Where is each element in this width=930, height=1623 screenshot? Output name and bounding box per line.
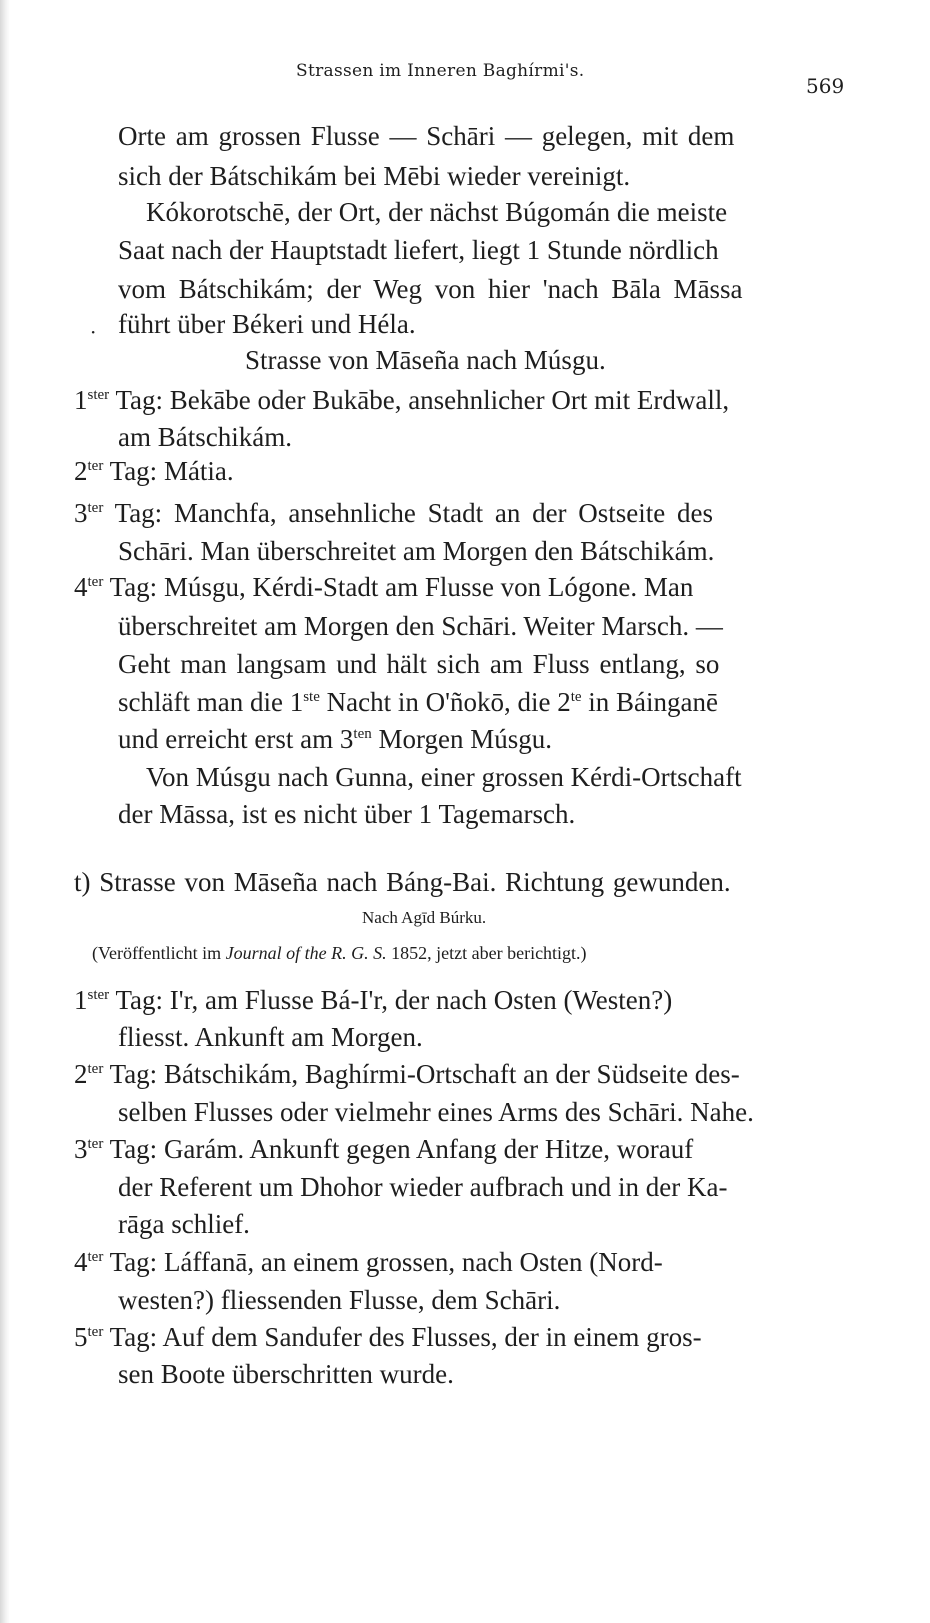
text-line: Orte am grossen Flusse — Schāri — gelegen, mit dem <box>118 121 735 151</box>
day-entry <box>74 387 729 414</box>
day-label: Tag: <box>115 385 164 415</box>
text-fragment: Morgen Músgu. <box>371 724 552 754</box>
day-text: I'r, am Flusse Bá-I'r, der nach Osten (Westen?) <box>169 985 673 1015</box>
day-text-continued: rāga schlief. <box>118 1209 250 1239</box>
day-text-continued: fliesst. Ankunft am Morgen. <box>118 1022 423 1052</box>
day-label: Tag: <box>109 456 158 486</box>
day-number: 1 <box>74 985 88 1015</box>
day-text-continued: sen Boote überschritten wurde. <box>118 1359 454 1389</box>
day-text-continued: westen?) fliessenden Flusse, dem Schāri. <box>118 1285 561 1315</box>
day-text: Bátschikám, Baghírmi-Ortschaft an der Südseite des- <box>163 1059 740 1089</box>
day-text: Mátia. <box>163 456 234 486</box>
day-label: Tag: <box>109 1059 158 1089</box>
text-fragment: Nacht in O'ñokō, die 2 <box>319 687 571 717</box>
day-label: Tag: <box>109 572 158 602</box>
day-ordinal: ter <box>87 500 104 516</box>
ordinal-suffix: ten <box>353 726 372 742</box>
day-ordinal: ter <box>87 1249 104 1265</box>
source-attribution: Nach Agīd Búrku. <box>362 908 487 927</box>
day-ordinal: ter <box>87 1136 104 1152</box>
text-fragment: schläft man die 1 <box>118 687 304 717</box>
day-number: 1 <box>74 385 88 415</box>
day-number: 4 <box>74 1247 88 1277</box>
scan-edge-shadow <box>0 0 10 1623</box>
day-text-continued: der Referent um Dhohor wieder aufbrach und in der Ka- <box>118 1172 728 1202</box>
day-label: Tag: <box>115 985 164 1015</box>
text-line: Von Músgu nach Gunna, einer grossen Kérdi-Ortschaft <box>146 762 742 792</box>
day-label: Tag: <box>109 1322 158 1352</box>
day-entry <box>74 458 234 485</box>
day-text: Láffanā, an einem grossen, nach Osten (Nord- <box>163 1247 663 1277</box>
publication-note <box>92 944 587 962</box>
day-ordinal: ster <box>87 987 110 1003</box>
day-ordinal: ter <box>87 458 104 474</box>
day-label: Tag: <box>109 1247 158 1277</box>
text-fragment: und erreicht erst am 3 <box>118 724 354 754</box>
text-line: sich der Bátschikám bei Mēbi wieder vereinigt. <box>118 161 631 191</box>
day-number: 2 <box>74 1059 88 1089</box>
day-text: Garám. Ankunft gegen Anfang der Hitze, worauf <box>163 1134 694 1164</box>
day-ordinal: ter <box>87 1324 104 1340</box>
day-text: Manchfa, ansehnliche Stadt an der Ostseite des <box>173 498 714 528</box>
running-header-title: Strassen im Inneren Baghírmi's. <box>296 61 585 81</box>
day-text: Músgu, Kérdi-Stadt am Flusse von Lógone. Man <box>163 572 694 602</box>
day-entry <box>74 500 713 527</box>
day-number: 4 <box>74 572 88 602</box>
day-entry <box>74 1136 693 1163</box>
section-heading: Strasse von Māseña nach Músgu. <box>245 345 606 375</box>
day-text: Auf dem Sandufer des Flusses, der in einem gros- <box>162 1322 702 1352</box>
day-entry <box>74 1061 740 1088</box>
day-ordinal: ster <box>87 387 110 403</box>
day-number: 2 <box>74 456 88 486</box>
day-entry <box>74 1324 702 1351</box>
section-heading: t) Strasse von Māseña nach Báng-Bai. Richtung gewunden. <box>74 867 731 897</box>
day-text-continued: überschreitet am Morgen den Schāri. Weiter Marsch. — <box>118 611 723 641</box>
ordinal-suffix: te <box>570 689 582 705</box>
text-fragment: in Báinganē <box>581 687 718 717</box>
day-entry <box>74 1249 663 1276</box>
day-ordinal: ter <box>87 1061 104 1077</box>
day-text-continued <box>118 689 718 716</box>
day-text-continued: am Bátschikám. <box>118 422 292 452</box>
day-text-continued: Schāri. Man überschreitet am Morgen den Bátschikám. <box>118 536 715 566</box>
day-entry <box>74 574 693 601</box>
text-line: Kókorotschē, der Ort, der nächst Búgomán die meiste <box>146 197 728 227</box>
day-text-continued: Geht man langsam und hält sich am Fluss entlang, so <box>118 649 720 679</box>
text-fragment: 1852, jetzt aber berichtigt.) <box>386 943 587 963</box>
text-fragment: (Veröffentlicht im <box>92 943 226 963</box>
journal-title: Journal of the R. G. S. <box>225 943 387 963</box>
day-text-continued: selben Flusses oder vielmehr eines Arms des Schāri. Nahe. <box>118 1097 754 1127</box>
day-number: 3 <box>74 1134 88 1164</box>
day-ordinal: ter <box>87 574 104 590</box>
page-number: 569 <box>806 74 845 98</box>
day-text: Bekābe oder Bukābe, ansehnlicher Ort mit Erdwall, <box>169 385 730 415</box>
margin-mark: · <box>90 320 97 344</box>
day-label: Tag: <box>109 1134 158 1164</box>
day-label: Tag: <box>114 498 163 528</box>
day-number: 5 <box>74 1322 88 1352</box>
ordinal-suffix: ste <box>303 689 320 705</box>
text-line: führt über Békeri und Héla. <box>118 309 416 339</box>
day-entry <box>74 987 672 1014</box>
day-text-continued <box>118 726 552 753</box>
text-line: Saat nach der Hauptstadt liefert, liegt 1 Stunde nördlich <box>118 235 719 265</box>
day-number: 3 <box>74 498 88 528</box>
text-line: der Māssa, ist es nicht über 1 Tagemarsch. <box>118 799 576 829</box>
text-line: vom Bátschikám; der Weg von hier 'nach Bāla Māssa <box>118 274 743 304</box>
